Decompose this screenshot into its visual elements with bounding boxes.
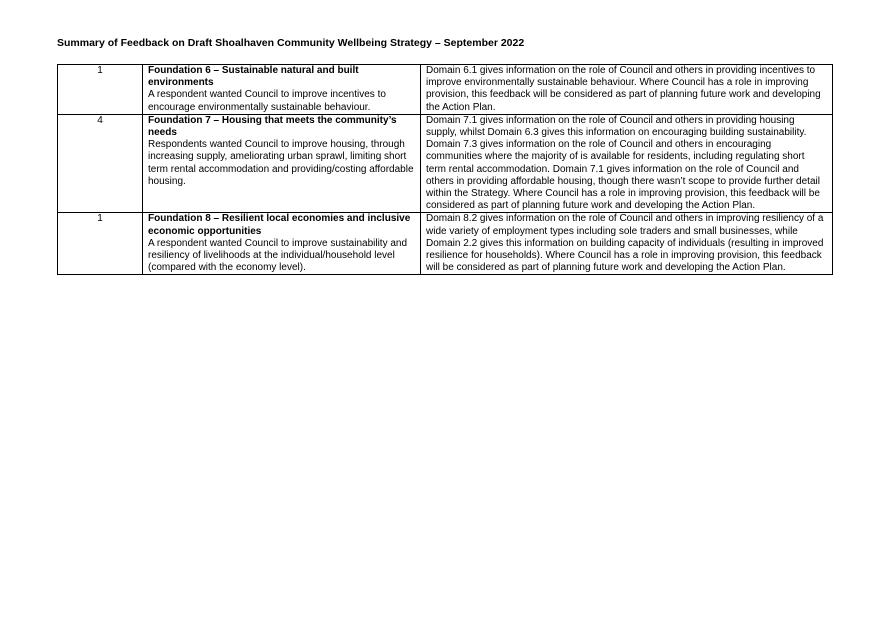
page-title: Summary of Feedback on Draft Shoalhaven Community Wellbeing Strategy – September 2022	[57, 37, 525, 49]
feedback-summary: Respondents wanted Council to improve housing, through increasing supply, ameliorating urban sprawl, limiting short term rental accommodation and providing/costing affordable housing.	[148, 139, 414, 187]
council-response: Domain 7.1 gives information on the role of Council and others in providing housing supply, whilst Domain 6.3 gives this information on encouraging building sustainability. Domain 7.3 gives information on the role of Council and others in encouraging communities where the majority of is available for residents, including regulating short term rental accommodation. Domain 7.1 gives information on the role of Council and others in providing affordable housing, though there wasn’t scope to provide further detail within the Strategy. Where Council has a role in improving provision, this feedback will be considered as part of planning future work and developing the Action Plan.	[421, 114, 833, 213]
feedback-summary: A respondent wanted Council to improve sustainability and resiliency of livelihoods at the individual/household level (compared with the economy level).	[148, 237, 408, 274]
respondent-count: 4	[58, 114, 143, 213]
feedback-topic-cell	[143, 114, 421, 213]
feedback-topic-cell	[143, 65, 421, 115]
table-row	[58, 114, 833, 213]
council-response: Domain 6.1 gives information on the role of Council and others in providing incentives to improve environmentally sustainable behaviour. Where Council has a role in improving provision, this feedback will be considered as part of planning future work and developing the Action Plan.	[421, 65, 833, 115]
respondent-count: 1	[58, 65, 143, 115]
table-row	[58, 65, 833, 115]
foundation-heading: Foundation 8 – Resilient local economies and inclusive economic opportunities	[148, 213, 411, 237]
council-response: Domain 8.2 gives information on the role of Council and others in improving resiliency of a wide variety of employment types including sole traders and small businesses, while Domain 2.2 gives this information on building capacity of individuals (resulting in improved resilience for households). Where Council has a role in improving provision, this feedback will be considered as part of planning future work and developing the Action Plan.	[421, 213, 833, 275]
feedback-table	[57, 64, 833, 275]
feedback-summary: A respondent wanted Council to improve incentives to encourage environmentally sustainable behaviour.	[148, 89, 386, 113]
table-row	[58, 213, 833, 275]
feedback-topic-cell	[143, 213, 421, 275]
foundation-heading: Foundation 6 – Sustainable natural and built environments	[148, 65, 359, 89]
foundation-heading: Foundation 7 – Housing that meets the community’s needs	[148, 114, 397, 139]
respondent-count: 1	[58, 213, 143, 275]
